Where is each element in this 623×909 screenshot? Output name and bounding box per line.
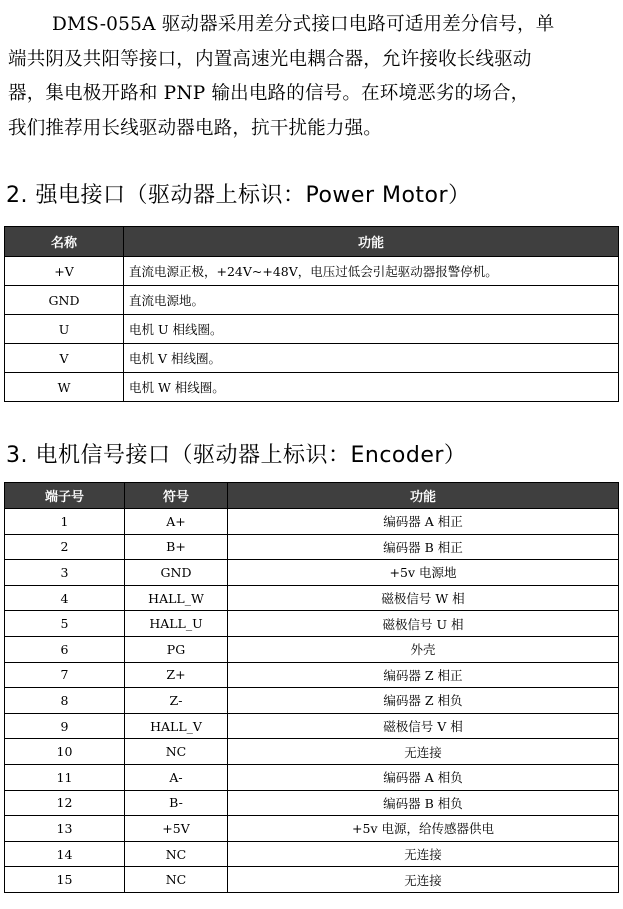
table-row [5, 534, 619, 560]
table-row [5, 739, 619, 765]
table-row [5, 816, 619, 842]
function-cell: 编码器 Z 相负 [228, 688, 619, 714]
pin-cell: 3 [5, 560, 125, 586]
function-cell: 电机 V 相线圈。 [124, 344, 619, 373]
table-row [5, 636, 619, 662]
table-header-row [5, 227, 619, 257]
pin-cell: 1 [5, 509, 125, 535]
symbol-cell: HALL_V [125, 713, 228, 739]
function-cell: +5v 电源地 [228, 560, 619, 586]
name-cell: U [5, 315, 124, 344]
intro-paragraph [8, 8, 620, 146]
function-cell: 磁极信号 V 相 [228, 713, 619, 739]
symbol-cell: HALL_W [125, 585, 228, 611]
table-row [5, 662, 619, 688]
symbol-cell: A+ [125, 509, 228, 535]
symbol-cell: B+ [125, 534, 228, 560]
function-cell: 编码器 B 相负 [228, 790, 619, 816]
name-cell: +V [5, 257, 124, 286]
table-row [5, 867, 619, 893]
function-cell: 无连接 [228, 841, 619, 867]
pin-cell: 15 [5, 867, 125, 893]
pin-cell: 2 [5, 534, 125, 560]
column-header-function: 功能 [228, 483, 619, 509]
table-row [5, 713, 619, 739]
function-cell: 磁极信号 W 相 [228, 585, 619, 611]
symbol-cell: +5V [125, 816, 228, 842]
function-cell: 无连接 [228, 739, 619, 765]
pin-cell: 10 [5, 739, 125, 765]
section-3-heading: 3. 电机信号接口（驱动器上标识：Encoder） [6, 443, 467, 468]
table-row [5, 315, 619, 344]
intro-line-3: 器，集电极开路和 PNP 输出电路的信号。在环境恶劣的场合， [8, 83, 530, 104]
pin-cell: 13 [5, 816, 125, 842]
table-row [5, 790, 619, 816]
pin-cell: 4 [5, 585, 125, 611]
pin-cell: 7 [5, 662, 125, 688]
pin-cell: 5 [5, 611, 125, 637]
table-row [5, 560, 619, 586]
table-row [5, 611, 619, 637]
power-interface-table [4, 226, 619, 402]
column-header-name: 名称 [5, 227, 124, 257]
symbol-cell: PG [125, 636, 228, 662]
symbol-cell: NC [125, 867, 228, 893]
encoder-table-body [5, 509, 619, 893]
function-cell: 编码器 A 相负 [228, 764, 619, 790]
function-cell: 电机 U 相线圈。 [124, 315, 619, 344]
function-cell: 编码器 A 相正 [228, 509, 619, 535]
symbol-cell: NC [125, 841, 228, 867]
pin-cell: 11 [5, 764, 125, 790]
symbol-cell: A- [125, 764, 228, 790]
symbol-cell: Z- [125, 688, 228, 714]
function-cell: 外壳 [228, 636, 619, 662]
name-cell: GND [5, 286, 124, 315]
symbol-cell: HALL_U [125, 611, 228, 637]
pin-cell: 6 [5, 636, 125, 662]
pin-cell: 12 [5, 790, 125, 816]
table-row [5, 585, 619, 611]
name-cell: V [5, 344, 124, 373]
column-header-symbol: 符号 [125, 483, 228, 509]
table-row [5, 373, 619, 402]
table-row [5, 509, 619, 535]
table-row [5, 841, 619, 867]
function-cell: 编码器 Z 相正 [228, 662, 619, 688]
table-row [5, 257, 619, 286]
column-header-pin: 端子号 [5, 483, 125, 509]
function-cell: 无连接 [228, 867, 619, 893]
section-2-heading: 2. 强电接口（驱动器上标识：Power Motor） [6, 183, 471, 208]
column-header-function: 功能 [124, 227, 619, 257]
function-cell: 电机 W 相线圈。 [124, 373, 619, 402]
function-cell: 磁极信号 U 相 [228, 611, 619, 637]
function-cell: 直流电源正极，+24V~+48V，电压过低会引起驱动器报警停机。 [124, 257, 619, 286]
table-header-row [5, 483, 619, 509]
function-cell: +5v 电源，给传感器供电 [228, 816, 619, 842]
intro-line-2: 端共阴及共阳等接口，内置高速光电耦合器，允许接收长线驱动 [8, 48, 532, 70]
table-row [5, 764, 619, 790]
symbol-cell: Z+ [125, 662, 228, 688]
pin-cell: 9 [5, 713, 125, 739]
table-row [5, 344, 619, 373]
function-cell: 编码器 B 相正 [228, 534, 619, 560]
symbol-cell: GND [125, 560, 228, 586]
symbol-cell: B- [125, 790, 228, 816]
table-row [5, 688, 619, 714]
pin-cell: 8 [5, 688, 125, 714]
name-cell: W [5, 373, 124, 402]
table-row [5, 286, 619, 315]
pin-cell: 14 [5, 841, 125, 867]
encoder-interface-table [4, 482, 619, 893]
intro-line-1: DMS-055A 驱动器采用差分式接口电路可适用差分信号，单 [52, 14, 555, 35]
function-cell: 直流电源地。 [124, 286, 619, 315]
symbol-cell: NC [125, 739, 228, 765]
intro-line-4: 我们推荐用长线驱动器电路，抗干扰能力强。 [8, 117, 383, 139]
